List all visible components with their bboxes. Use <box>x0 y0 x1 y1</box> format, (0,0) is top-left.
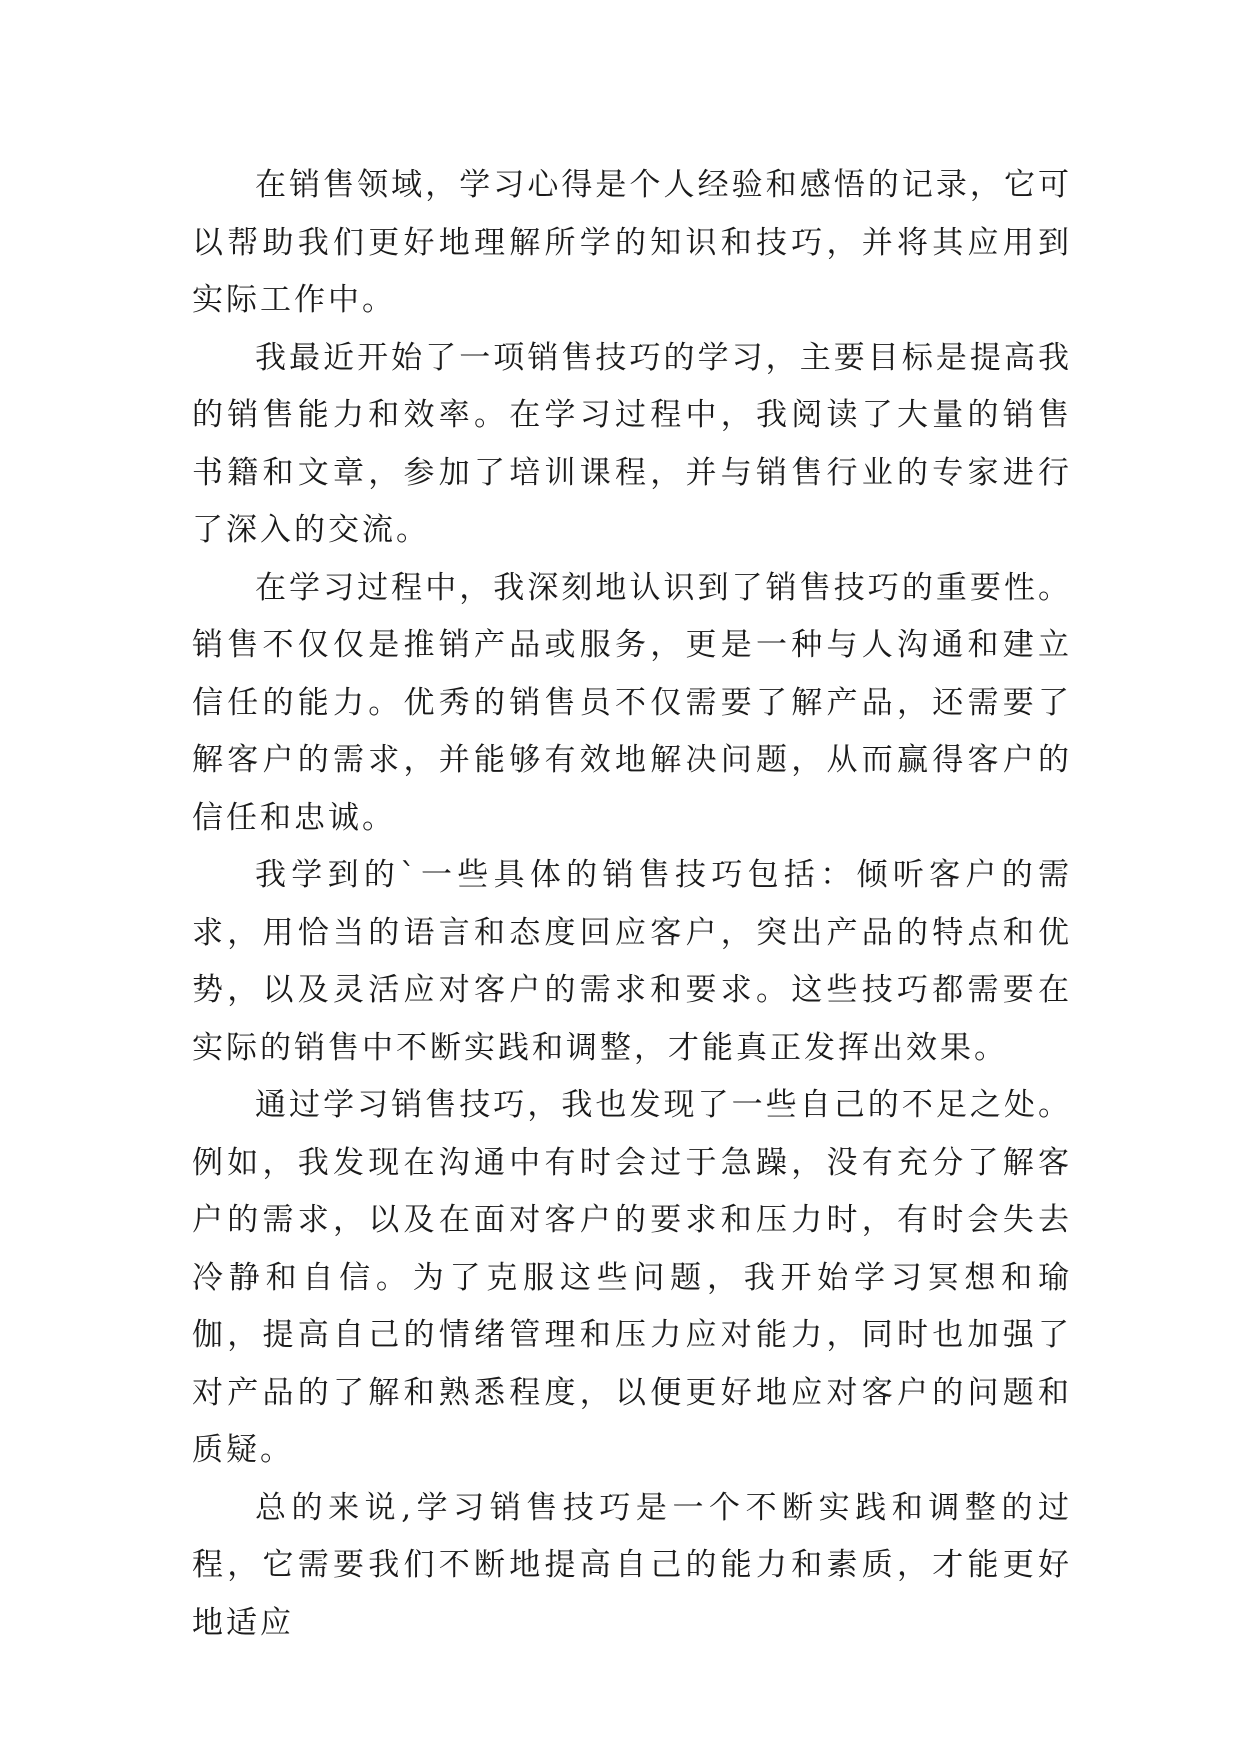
paragraph-1: 在销售领域，学习心得是个人经验和感悟的记录，它可以帮助我们更好地理解所学的知识和技巧，并将其应用到实际工作中。 <box>192 167 1072 318</box>
paragraph-3: 在学习过程中，我深刻地认识到了销售技巧的重要性。销售不仅仅是推销产品或服务，更是一种与人沟通和建立信任的能力。优秀的销售员不仅需要了解产品，还需要了解客户的需求，并能够有效地解决问题，从而赢得客户的信任和忠诚。 <box>192 569 1072 836</box>
paragraph-5: 通过学习销售技巧，我也发现了一些自己的不足之处。例如，我发现在沟通中有时会过于急躁，没有充分了解客户的需求，以及在面对客户的要求和压力时，有时会失去冷静和自信。为了克服这些问题，我开始学习冥想和瑜伽，提高自己的情绪管理和压力应对能力，同时也加强了对产品的了解和熟悉程度，以便更好地应对客户的问题和质疑。 <box>192 1087 1072 1468</box>
paragraph-6: 总的来说,学习销售技巧是一个不断实践和调整的过程，它需要我们不断地提高自己的能力和素质，才能更好地适应 <box>192 1489 1072 1641</box>
document-body <box>192 157 1072 1652</box>
paragraph-2: 我最近开始了一项销售技巧的学习，主要目标是提高我的销售能力和效率。在学习过程中，我阅读了大量的销售书籍和文章，参加了培训课程，并与销售行业的专家进行了深入的交流。 <box>192 339 1072 548</box>
paragraph-4: 我学到的`一些具体的销售技巧包括：倾听客户的需求，用恰当的语言和态度回应客户，突出产品的特点和优势，以及灵活应对客户的需求和要求。这些技巧都需要在实际的销售中不断实践和调整，才能真正发挥出效果。 <box>192 857 1072 1066</box>
